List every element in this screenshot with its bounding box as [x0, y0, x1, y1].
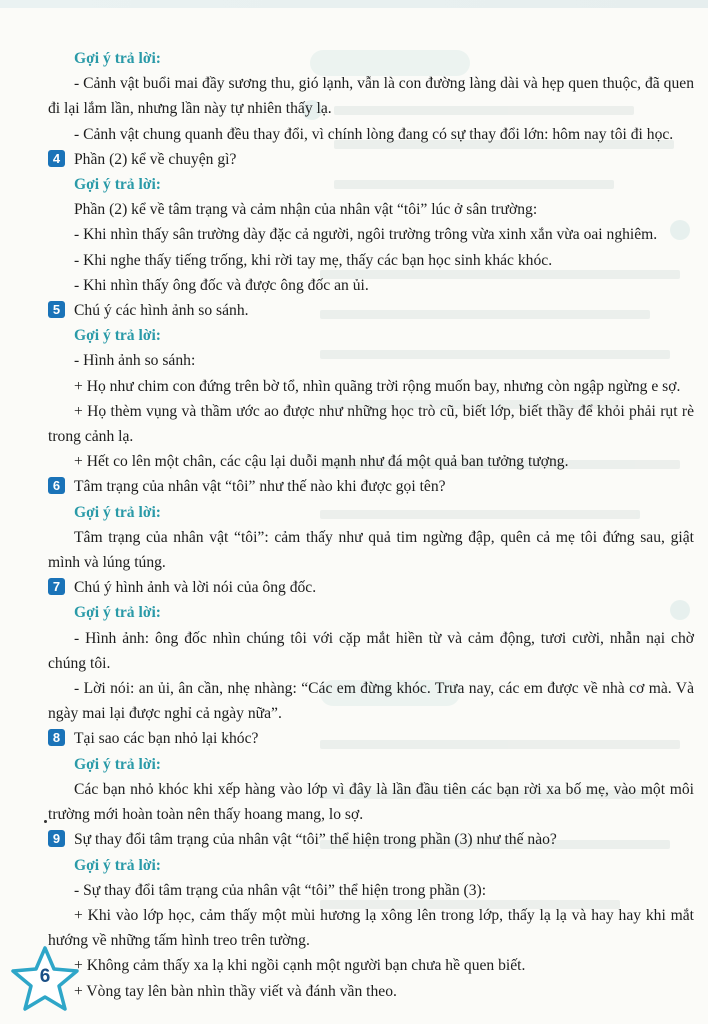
- question-8: [48, 726, 694, 751]
- answer-paragraph: - Hình ảnh so sánh:: [74, 352, 196, 370]
- question-number-badge: 6: [48, 477, 65, 494]
- question-text: Tại sao các bạn nhỏ lại khóc?: [74, 730, 259, 748]
- answer-paragraph: - Cảnh vật chung quanh đều thay đổi, vì chính lòng đang có sự thay đổi lớn: hôm nay tôi đi học.: [74, 125, 674, 143]
- answer-paragraph: Tâm trạng của nhân vật “tôi”: cảm thấy như quả tim ngừng đập, quên cả mẹ tôi đứng sau, giật mình và lúng túng.: [48, 528, 694, 572]
- question-4: [48, 147, 694, 172]
- answer-paragraph: Các bạn nhỏ khóc khi xếp hàng vào lớp vì đây là lần đầu tiên các bạn rời xa bố mẹ, vào một môi trường mới hoàn toàn nên thấy hoang mang, lo sợ.: [48, 780, 694, 824]
- answer-paragraph: + Họ thèm vụng và thầm ước ao được như những học trò cũ, biết lớp, biết thầy để khỏi phải rụt rè trong cảnh lạ.: [48, 402, 694, 446]
- question-9: [48, 827, 694, 852]
- answer-paragraph: + Hết co lên một chân, các cậu lại duỗi mạnh như đá một quả ban tưởng tượng.: [74, 453, 569, 471]
- question-number-badge: 8: [48, 729, 65, 746]
- question-text: Chú ý các hình ảnh so sánh.: [74, 302, 249, 320]
- answer-paragraph: + Khi vào lớp học, cảm thấy một mùi hương lạ xông lên trong lớp, thấy lạ lạ và hay hay khi mắt hướng về những tấm hình treo trên tường.: [48, 906, 694, 950]
- answer-paragraph: - Khi nhìn thấy ông đốc và được ông đốc an ủi.: [74, 276, 369, 294]
- hint-label: Gợi ý trả lời:: [74, 176, 161, 194]
- hint-label: Gợi ý trả lời:: [74, 856, 161, 874]
- question-6: [48, 474, 694, 499]
- answer-paragraph: + Vòng tay lên bàn nhìn thầy viết và đánh vần theo.: [74, 982, 397, 1000]
- hint-label: Gợi ý trả lời:: [74, 327, 161, 345]
- answer-paragraph: + Họ như chim con đứng trên bờ tổ, nhìn quãng trời rộng muốn bay, nhưng còn ngập ngừng e sợ.: [74, 377, 681, 395]
- question-text: Tâm trạng của nhân vật “tôi” như thế nào khi được gọi tên?: [74, 478, 446, 496]
- answer-paragraph: - Lời nói: an ủi, ân cần, nhẹ nhàng: “Các em đừng khóc. Trưa nay, các em được về nhà cơ mà. Và ngày mai lại được nghỉ cả ngày nữa”.: [48, 680, 694, 723]
- hint-label: Gợi ý trả lời:: [74, 50, 161, 67]
- hint-label: Gợi ý trả lời:: [74, 503, 161, 521]
- question-7: [48, 575, 694, 600]
- page-number: 6: [39, 966, 51, 987]
- question-text: Phần (2) kể về chuyện gì?: [74, 150, 237, 168]
- question-number-badge: 4: [48, 150, 65, 167]
- answer-paragraph: - Cảnh vật buổi mai đầy sương thu, gió lạnh, vẫn là con đường làng dài và hẹp quen thuộc, đã quen đi lại lắm lần, nhưng lần này tự nhiên thấy lạ.: [48, 75, 694, 118]
- answer-paragraph: - Hình ảnh: ông đốc nhìn chúng tôi với cặp mắt hiền từ và cảm động, tươi cười, nhẫn nại chờ chúng tôi.: [48, 629, 694, 672]
- answer-paragraph: - Khi nghe thấy tiếng trống, khi rời tay mẹ, thấy các bạn học sinh khác khóc.: [74, 251, 553, 269]
- print-dot: [44, 820, 47, 823]
- hint-label: Gợi ý trả lời:: [74, 755, 161, 773]
- answer-paragraph: - Khi nhìn thấy sân trường dày đặc cả người, ngôi trường trông vừa xinh xắn vừa oai nghiêm.: [74, 226, 658, 244]
- question-text: Sự thay đổi tâm trạng của nhân vật “tôi” thể hiện trong phần (3) như thế nào?: [74, 831, 557, 849]
- question-number-badge: 5: [48, 301, 65, 318]
- answer-paragraph: + Không cảm thấy xa lạ khi ngồi cạnh một người bạn chưa hề quen biết.: [74, 957, 526, 975]
- hint-label: Gợi ý trả lời:: [74, 604, 161, 622]
- question-5: [48, 298, 694, 323]
- answer-paragraph: Phần (2) kể về tâm trạng và cảm nhận của nhân vật “tôi” lúc ở sân trường:: [74, 201, 538, 219]
- question-number-badge: 9: [48, 830, 65, 847]
- question-text: Chú ý hình ảnh và lời nói của ông đốc.: [74, 579, 317, 597]
- question-number-badge: 7: [48, 578, 65, 595]
- answer-paragraph: - Sự thay đổi tâm trạng của nhân vật “tôi” thể hiện trong phần (3):: [74, 881, 487, 899]
- answer-content: [48, 46, 694, 1004]
- top-edge: [0, 0, 708, 8]
